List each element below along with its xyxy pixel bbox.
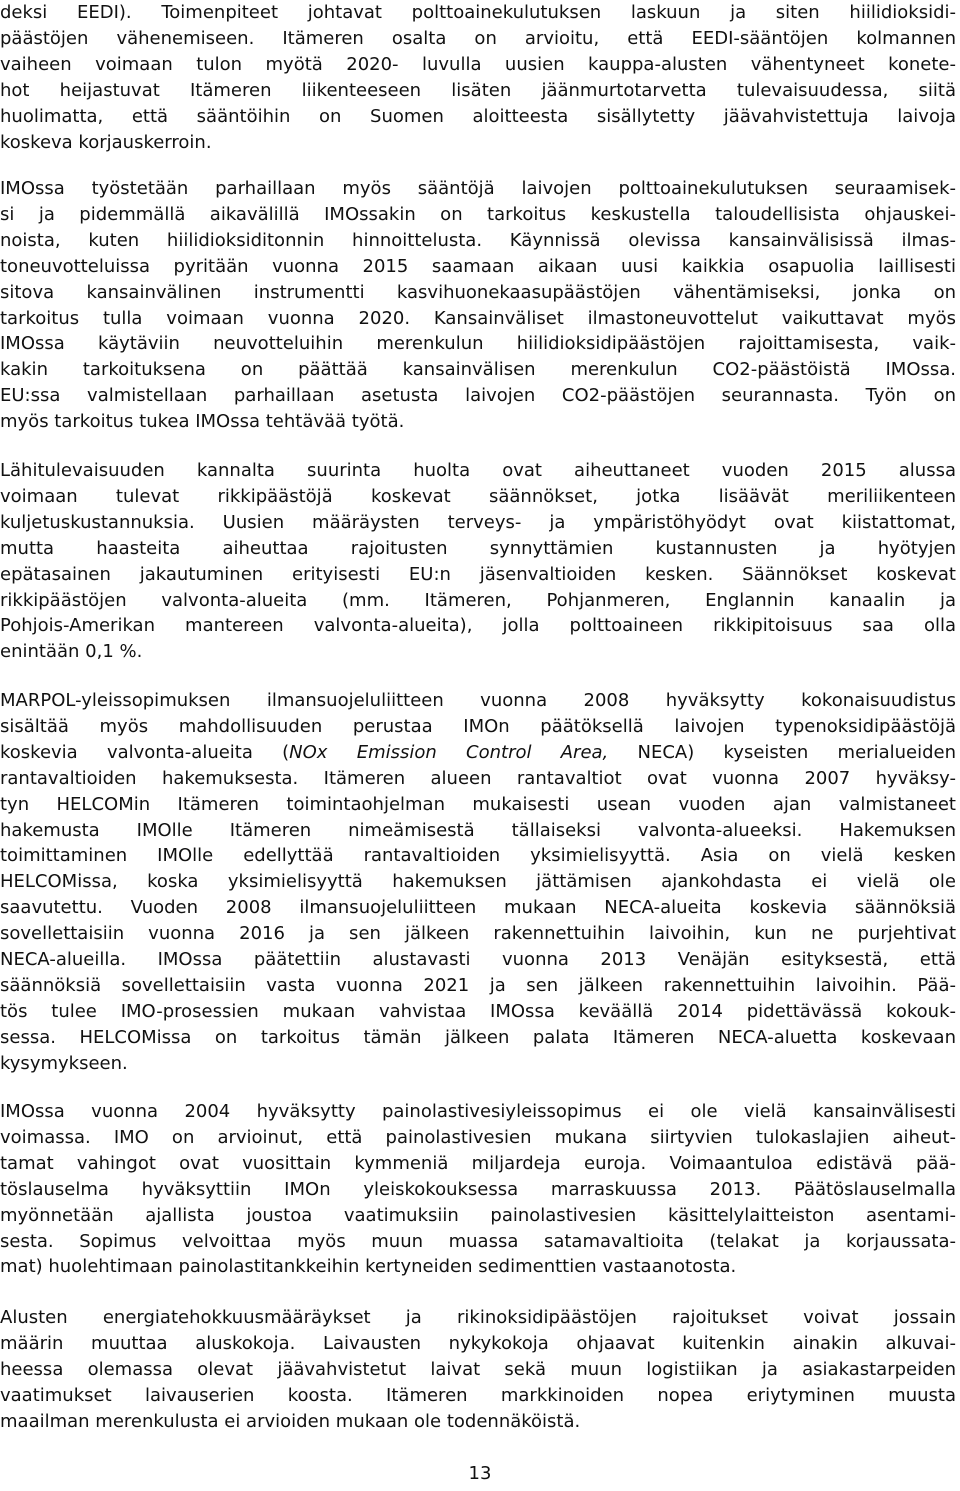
- text-line: si ja pidemmällä aikavälillä IMOssakin on tarkoitus keskustella taloudellisista ohjauskei-: [0, 203, 956, 225]
- paragraph-4: [0, 688, 956, 1077]
- text-line: myönnetään ajallista joustoa vaatimuksiin painolastivesien käsittelylaitteiston asentami-: [0, 1204, 956, 1226]
- text-line: päästöjen vähenemiseen. Itämeren osalta on arvioitu, että EEDI-sääntöjen kolmannen: [0, 27, 956, 49]
- text-line: deksi EEDI). Toimenpiteet johtavat polttoainekulutuksen laskuun ja siten hiilidioksidi-: [0, 2, 956, 23]
- text-line: tyn HELCOMin Itämeren toimintaohjelman mukaisesti usean vuoden ajan valmistaneet: [0, 793, 956, 815]
- text-line: voimaan tulevat rikkipäästöjä koskevat säännökset, jotka lisäävät meriliikenteen: [0, 485, 956, 507]
- paragraph-6: [0, 1305, 956, 1435]
- text-line: myös tarkoitus tukea IMOssa tehtävää työtä.: [0, 411, 405, 433]
- text-line: säännöksiä sovellettaisiin vasta vuonna 2021 ja sen jälkeen rakennettuihin laivoihin. Pää-: [0, 974, 956, 996]
- text-line: heessa olemassa olevat jäävahvistetut laivat sekä muun logistiikan ja asiakastarpeiden: [0, 1358, 956, 1380]
- text-line: toneuvotteluissa pyritään vuonna 2015 saamaan aikaan uusi kaikkia osapuolia laillisesti: [0, 255, 956, 277]
- text-line: rikkipäästöjen valvonta-alueita (mm. Itämeren, Pohjanmeren, Englannin kanaalin ja: [0, 589, 956, 611]
- text-line: maailman merenkulusta ei arvioiden mukaan ole todennäköistä.: [0, 1410, 581, 1432]
- text-line: HELCOMissa, koska yksimielisyyttä hakemuksen jättämisen ajankohdasta ei vielä ole: [0, 871, 956, 893]
- text-line: tös tulee IMO-prosessien mukaan vahvistaa IMOssa keväällä 2014 pidettävässä kokouk-: [0, 1000, 956, 1022]
- text-line: sesta. Sopimus velvoittaa myös muun muassa satamavaltioita (telakat ja korjaussata-: [0, 1230, 956, 1252]
- text-line: toimittaminen IMOlle edellyttää rantavaltioiden yksimielisyyttä. Asia on vielä kesken: [0, 845, 956, 867]
- text-line: mat) huolehtimaan painolastitankkeihin kertyneiden sedimenttien vastaanotosta.: [0, 1256, 737, 1278]
- text-line: epätasainen jakautuminen erityisesti EU:n jäsenvaltioiden kesken. Säännökset koskevat: [0, 563, 956, 585]
- text-line: hot heijastuvat Itämeren liikenteeseen lisäten jäänmurtotarvetta tulevaisuudessa, siitä: [0, 79, 956, 101]
- text-line: Lähitulevaisuuden kannalta suurinta huolta ovat aiheuttaneet vuoden 2015 alussa: [0, 460, 956, 481]
- text-line: tarkoitus tulla voimaan vuonna 2020. Kansainväliset ilmastoneuvottelut vaikuttavat myös: [0, 307, 956, 329]
- text-line: Pohjois-Amerikan mantereen valvonta-alueita), jolla polttoaineen rikkipitoisuus saa olla: [0, 615, 956, 637]
- text-line: IMOssa vuonna 2004 hyväksytty painolastivesiyleissopimus ei ole vielä kansainvälisesti: [0, 1101, 956, 1122]
- text-line: kuljetuskustannuksia. Uusien määräysten terveys- ja ympäristöhyödyt ovat kiistattomat,: [0, 511, 956, 533]
- text-line: enintään 0,1 %.: [0, 641, 143, 663]
- paragraph-1: [0, 0, 956, 155]
- text-line: noista, kuten hiilidioksiditonnin hinnoittelusta. Käynnissä olevissa kansainvälisissä ilmas-: [0, 229, 956, 251]
- text-line: MARPOL-yleissopimuksen ilmansuojeluliitteen vuonna 2008 hyväksytty kokonaisuudistus: [0, 690, 956, 711]
- page-number: 13: [468, 1463, 492, 1484]
- text-line: huolimatta, että sääntöihin on Suomen aloitteesta sisällytetty jäävahvistettuja laivoja: [0, 105, 956, 127]
- text-line: koskevia valvonta-alueita (NOx Emission Control Area, NECA) kyseisten merialueiden: [0, 741, 956, 763]
- italic-term: NOx Emission Control Area,: [289, 741, 609, 763]
- text-line: Alusten energiatehokkuusmääräykset ja rikinoksidipäästöjen rajoitukset voivat jossain: [0, 1307, 956, 1328]
- paragraph-3: [0, 458, 956, 665]
- text-line: saavutettu. Vuoden 2008 ilmansuojeluliitteen mukaan NECA-alueita koskevia säännöksiä: [0, 897, 956, 919]
- paragraph-5: [0, 1099, 956, 1280]
- text-line: EU:ssa valmistellaan parhaillaan asetusta laivojen CO2-päästöjen seurannasta. Työn on: [0, 385, 956, 407]
- text-line: sessa. HELCOMissa on tarkoitus tämän jälkeen palata Itämeren NECA-aluetta koskevaan: [0, 1026, 956, 1048]
- text-line: tamat vahingot ovat vuosittain kymmeniä miljardeja euroja. Voimaantuloa edistävä pää-: [0, 1152, 956, 1174]
- text-line: vaatimukset laivauserien koosta. Itämeren markkinoiden nopea eriytyminen muusta: [0, 1384, 956, 1406]
- text-line: sitova kansainvälinen instrumentti kasvihuonekaasupäästöjen vähentämiseksi, jonka on: [0, 281, 956, 303]
- text-line: IMOssa työstetään parhaillaan myös sääntöjä laivojen polttoainekulutuksen seuraamisek-: [0, 178, 956, 199]
- text-line: IMOssa käytäviin neuvotteluihin merenkulun hiilidioksidipäästöjen rajoittamisesta, vaik-: [0, 333, 956, 355]
- text-line: NECA-alueilla. IMOssa päätettiin alustavasti vuonna 2013 Venäjän esityksestä, että: [0, 949, 956, 971]
- text-line: kysymykseen.: [0, 1052, 128, 1074]
- paragraph-2: [0, 176, 956, 435]
- text-line: rantavaltioiden hakemuksesta. Itämeren alueen rantavaltiot ovat vuonna 2007 hyväksy-: [0, 767, 956, 789]
- text-line: koskeva korjauskerroin.: [0, 131, 212, 153]
- text-line: töslauselma hyväksyttiin IMOn yleiskokouksessa marraskuussa 2013. Päätöslauselmalla: [0, 1178, 956, 1200]
- text-line: hakemusta IMOlle Itämeren nimeämisestä tällaiseksi valvonta-alueeksi. Hakemuksen: [0, 819, 956, 841]
- text-line: mutta haasteita aiheuttaa rajoitusten synnyttämien kustannusten ja hyötyjen: [0, 537, 956, 559]
- text-line: määrin muuttaa aluskokoja. Laivausten nykykokoja ohjaavat kuitenkin ainakin alkuvai-: [0, 1332, 956, 1354]
- text-line: vaiheen voimaan tulon myötä 2020- luvulla uusien kauppa-alusten vähentyneet konete-: [0, 53, 956, 75]
- text-line: voimassa. IMO on arvioinut, että painolastivesien mukana siirtyvien tulokaslajien aiheut-: [0, 1126, 956, 1148]
- text-line: sisältää myös mahdollisuuden perustaa IMOn päätöksellä laivojen typenoksidipäästöjä: [0, 715, 956, 737]
- text-line: sovellettaisiin vuonna 2016 ja sen jälkeen rakennettuihin laivoihin, kun ne purjehtivat: [0, 923, 956, 945]
- text-line: kakin tarkoituksena on päättää kansainvälisen merenkulun CO2-päästöistä IMOssa.: [0, 359, 956, 381]
